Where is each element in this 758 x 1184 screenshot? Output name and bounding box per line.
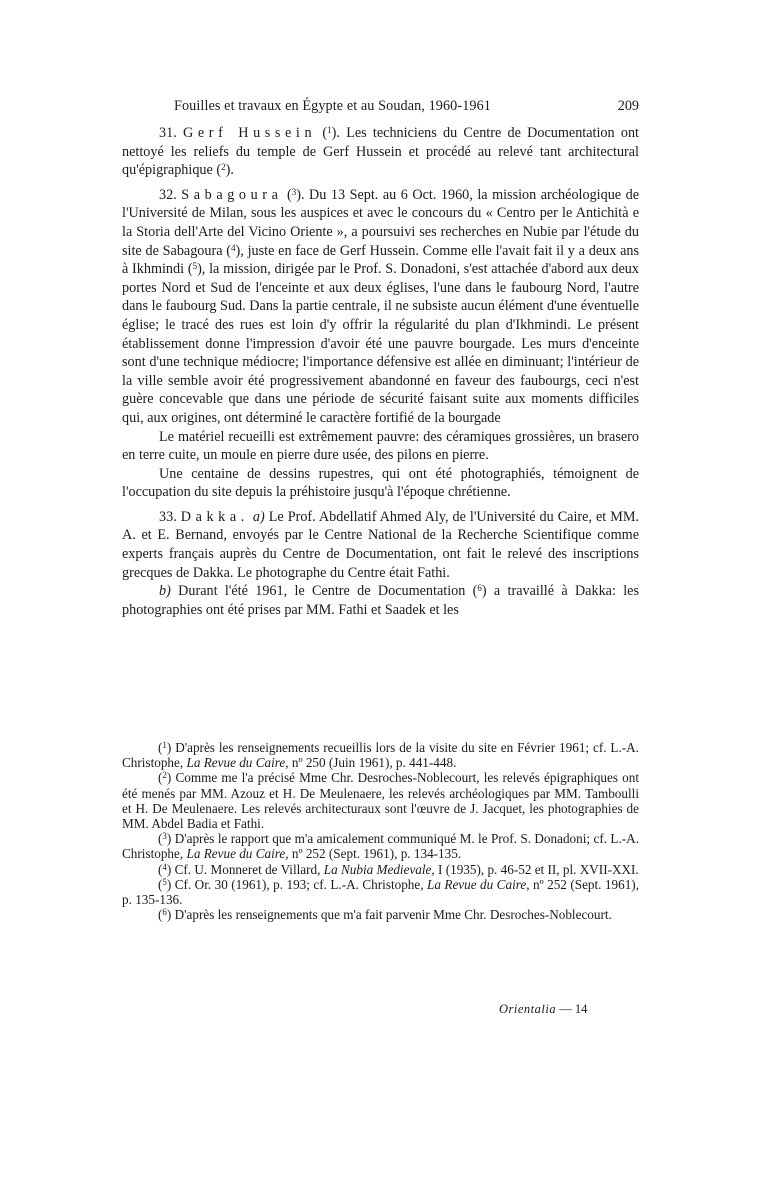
paragraph-text: , juste en face de Gerf Hussein. Comme elle l'avait fait il y a deux ans à Ikhmindi xyxy=(122,242,639,278)
footnote: ($^4$) Cf. U. Monneret de Villard, La Nubia Medievale, I (1935), p. 46-52 et II, pl. XVII-XXI. xyxy=(158,861,639,877)
paragraph-text: Du 13 Sept. au 6 Oct. 1960, la mission archéologique de l'Université de Milan, sous les auspices et avec le concours du « Centro per le Antichità e la Storia dell'Arte del Vicino Oriente », a poursuivi ses recherches en Nubie par l'étude du site de Sabagoura xyxy=(122,186,639,259)
site-name: Sabagoura xyxy=(181,186,283,203)
main-text xyxy=(122,124,639,619)
journal-name: Orientalia xyxy=(499,1002,557,1016)
footnote-text: Cf. U. Monneret de Villard, xyxy=(174,861,321,877)
section-number: 32. xyxy=(159,186,177,203)
footnote-text: nº 250 (Juin 1961), p. 441-448. xyxy=(291,755,457,771)
paragraph-31: 31. Gerf Hussein ($^1$). Les techniciens du Centre de Documentation ont nettoyé les reliefs du temple de Gerf Hussein et procédé au relevé tant architectural qu'épigraphique ($^2$). xyxy=(122,125,639,179)
footnote-text: D'après les renseignements recueillis lors de la visite du site en Février 1961; cf. L.-A. Christophe, xyxy=(122,740,639,771)
footnote-number: 3 xyxy=(162,831,167,842)
footnote-text: D'après le rapport que m'a amicalement communiqué M. le Prof. S. Donadoni; cf. L.-A. Christophe, xyxy=(122,831,639,862)
section-number: 31. xyxy=(159,125,177,141)
paragraph-text: Les techniciens du Centre de Documentation ont nettoyé les reliefs du temple de Gerf Hussein et procédé au relevé tant architectural qu'épigraphique xyxy=(122,125,639,179)
paragraph-32: 32. Sabagoura ($^3$). Du 13 Sept. au 6 Oct. 1960, la mission archéologique de l'Université de Milan, sous les auspices et avec le concours du « Centro per le Antichità e la Storia dell'Arte del Vicino Oriente », a poursuivi ses recherches en Nubie par l'étude du site de Sabagoura ($^4$), juste en face de Gerf Hussein. Comme elle l'avait fait il y a deux ans à Ikhmindi ($^5$), la mission, dirigée par le Prof. S. Donadoni, s'est attachée d'abord aux deux portes Nord et Sud de l'enceinte et aux deux églises, l'une dans le faubourg Nord, l'autre dans le faubourg Sud. Dans la partie centrale, il ne subsiste aucun élément d'une éventuelle église; le tracé des rues est loin d'y offrir la régularité du plan d'Ikhmindi. Le présent établissement donne l'impression d'avoir été une pauvre bourgade. Les murs d'enceinte sont d'une technique médiocre; l'importance défensive est allée en diminuant; l'intérieur de la ville semble avoir été progressivement abandonné en faveur des faubourgs, ceci n'est guère concevable que dans une période de sécurité faisant suite aux moments difficiles qui, aux origines, ont déterminé le caractère fortifié de la bourgade xyxy=(122,186,639,426)
site-name: Dakka. xyxy=(180,508,249,525)
footnote-title: La Nubia Medievale, xyxy=(323,861,435,877)
footnote: ($^6$) D'après les renseignements que m'a fait parvenir Mme Chr. Desroches-Noblecourt. xyxy=(158,907,612,923)
section-number: 33. xyxy=(159,508,177,525)
footnote-text: D'après les renseignements que m'a fait parvenir Mme Chr. Desroches-Noblecourt. xyxy=(174,907,612,923)
paragraph-text: a travaillé à Dakka: les photographies ont été prises par MM. Fathi et Saadek et les xyxy=(122,583,639,618)
footnote-number: 4 xyxy=(162,861,167,872)
footnote-ref: 2 xyxy=(221,162,226,173)
running-title: Fouilles et travaux en Égypte et au Soudan, 1960-1961 xyxy=(174,98,491,114)
footnote-text: Cf. Or. 30 (1961), p. 193; cf. L.-A. Christophe, xyxy=(174,876,424,892)
site-name: Gerf Hussein xyxy=(183,125,317,141)
page-content xyxy=(122,98,639,619)
running-header xyxy=(122,98,639,120)
dash: — xyxy=(559,1002,572,1016)
footnote: ($^2$) Comme me l'a précisé Mme Chr. Desroches-Noblecourt, les relevés épigraphiques ont été menés par MM. Azouz et H. De Meulenaere, les relevés archéologiques par MM. Tamboulli et H. De Meulenaere. Les relevés architecturaux sont l'œuvre de J. Jacquet, les photographies de MM. Abdel Badia et Fathi. xyxy=(122,770,639,832)
footnote-title: La Revue du Caire, xyxy=(186,755,289,771)
sheet-number: 14 xyxy=(574,1002,588,1016)
page-number: 209 xyxy=(617,98,639,114)
footnote-number: 1 xyxy=(162,740,167,750)
footnote-text: Comme me l'a précisé Mme Chr. Desroches-Noblecourt, les relevés épigraphiques ont été menés par MM. Azouz et H. De Meulenaere, les relevés archéologiques par MM. Tamboulli et H. De Meulenaere. Les relevés architecturaux sont l'œuvre de J. Jacquet, les photographies de MM. Abdel Badia et Fathi. xyxy=(122,770,639,832)
punctuation: . xyxy=(230,162,234,179)
paragraph-32-drawings: Une centaine de dessins rupestres, qui ont été photographiés, témoignent de l'occupation du site depuis la préhistoire jusqu'à l'époque chrétienne. xyxy=(122,465,639,501)
footnote-number: 5 xyxy=(162,876,167,887)
footnote-number: 2 xyxy=(162,770,167,781)
footnote-title: La Revue du Caire, xyxy=(427,876,530,892)
item-label: a) xyxy=(252,508,265,525)
item-label: b) xyxy=(159,583,171,600)
footnotes xyxy=(122,740,639,922)
footnote-number: 6 xyxy=(162,907,167,918)
paragraph-text: Le Prof. Abdellatif Ahmed Aly, de l'Université du Caire, et MM. A. et E. Bernand, envoyés par le Centre National de la Recherche Scientifique comme experts français auprès du Centre de Documentation, ont fait le relevé des inscriptions grecques de Dakka. Le photographe du Centre était Fathi. xyxy=(122,508,639,581)
footnote-ref: 3 xyxy=(291,186,297,197)
footnote: ($^3$) D'après le rapport que m'a amicalement communiqué M. le Prof. S. Donadoni; cf. L.-A. Christophe, La Revue du Caire, nº 252 (Sept. 1961), p. 134-135. xyxy=(122,831,639,862)
paragraph-text: , la mission, dirigée par le Prof. S. Donadoni, s'est attachée d'abord aux deux portes Nord et Sud de l'enceinte et aux deux églises, l'une dans le faubourg Nord, l'autre dans le faubourg Sud. Dans la partie centrale, il ne subsiste aucun élément d'une éventuelle église; le tracé des rues est loin d'y offrir la régularité du plan d'Ikhmindi. Le présent établissement donne l'impression d'avoir été une pauvre bourgade. Les murs d'enceinte sont d'une technique médiocre; l'importance défensive est allée en diminuant; l'intérieur de la ville semble avoir été progressivement abandonné en faveur des faubourgs, ceci n'est guère concevable que dans une période de sécurité faisant suite aux moments difficiles qui, aux origines, ont déterminé le caractère fortifié de la bourgade xyxy=(122,261,639,426)
paragraph-33a xyxy=(122,508,639,582)
signature-line xyxy=(499,1002,587,1017)
paragraph-33b: b) Durant l'été 1961, le Centre de Documentation ($^6$) a travaillé à Dakka: les photographies ont été prises par MM. Fathi et Saadek et les xyxy=(122,583,639,618)
footnote-text: nº 252 (Sept. 1961), p. 134-135. xyxy=(291,846,462,862)
footnote-ref: 6 xyxy=(477,583,482,594)
footnote-title: La Revue du Caire, xyxy=(186,846,289,862)
footnote-text: I (1935), p. 46-52 et II, pl. XVII-XXI. xyxy=(438,861,639,877)
footnote: ($^1$) D'après les renseignements recueillis lors de la visite du site en Février 1961; cf. L.-A. Christophe, La Revue du Caire, nº 250 (Juin 1961), p. 441-448. xyxy=(122,740,639,771)
paragraph-32-material: Le matériel recueilli est extrêmement pauvre: des céramiques grossières, un brasero en terre cuite, un moule en pierre dure usée, des pilons en pierre. xyxy=(122,428,639,464)
footnote-ref: 1 xyxy=(327,125,332,135)
paragraph-text: Durant l'été 1961, le Centre de Documentation xyxy=(178,583,466,600)
footnote-ref: 4 xyxy=(231,242,236,253)
footnote-text: nº 252 (Sept. 1961), p. 135-136. xyxy=(122,876,639,908)
footnote: ($^5$) Cf. Or. 30 (1961), p. 193; cf. L.-A. Christophe, La Revue du Caire, nº 252 (Sept. 1961), p. 135-136. xyxy=(122,876,639,908)
footnote-ref: 5 xyxy=(192,261,198,272)
